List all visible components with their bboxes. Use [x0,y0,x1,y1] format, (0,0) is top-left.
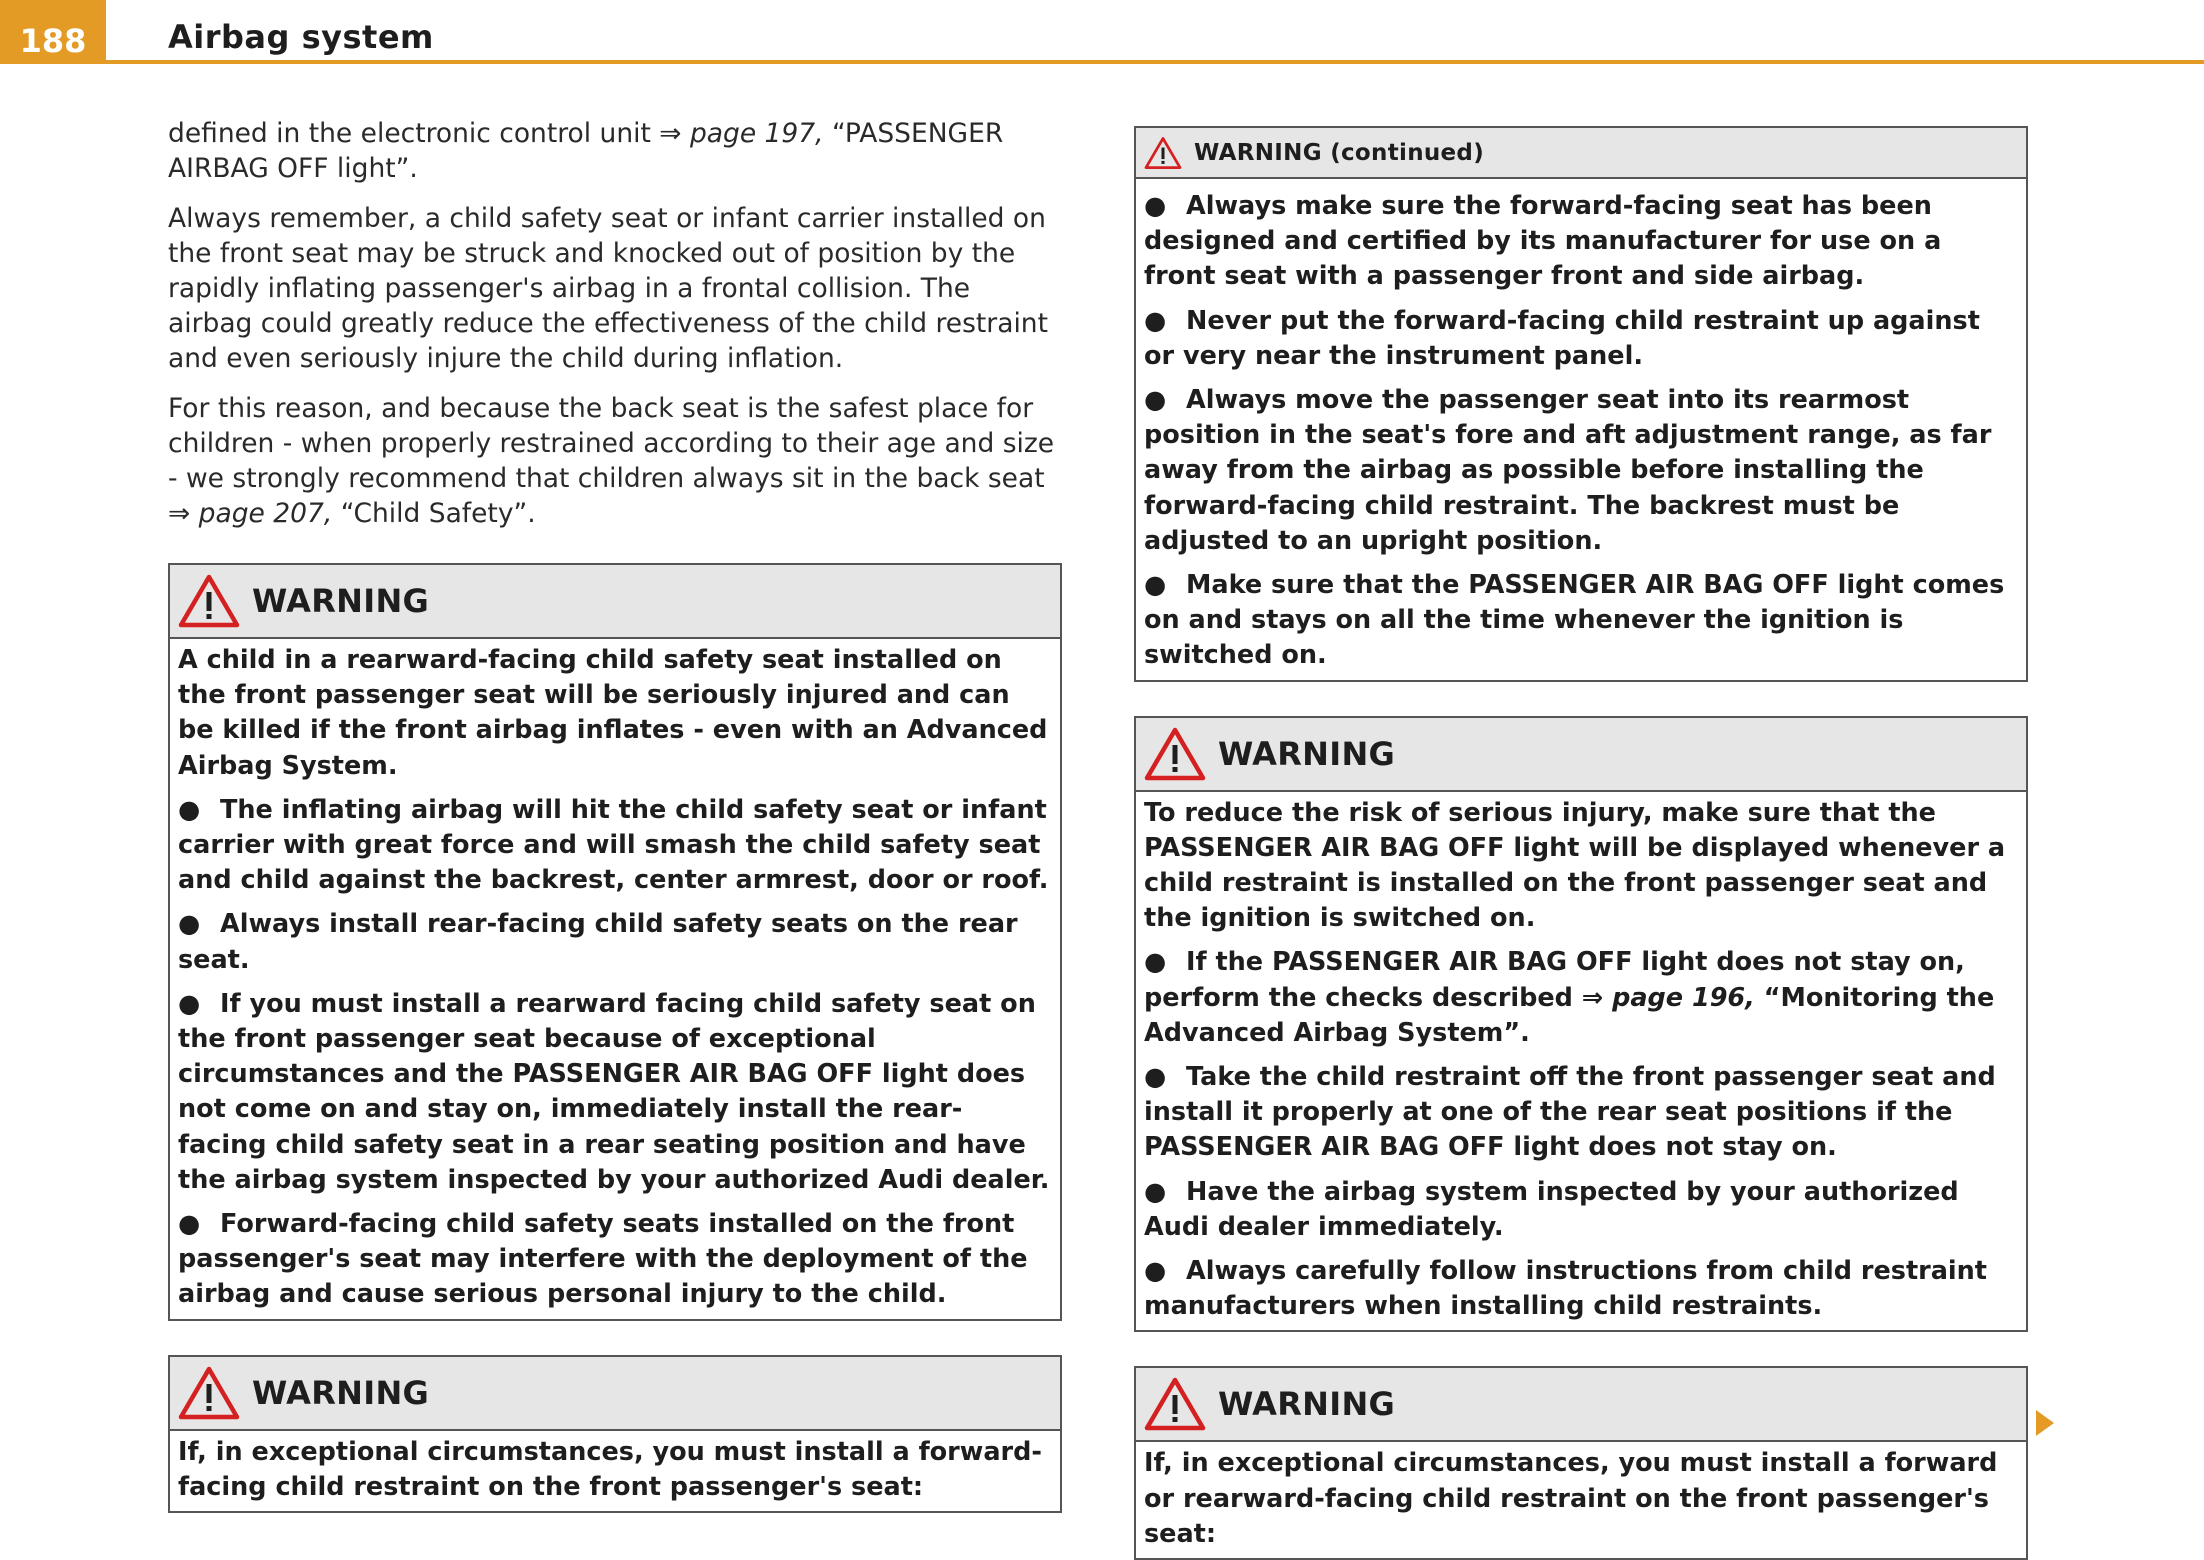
warning-title: WARNING [1218,1385,1396,1424]
warning-box-rear-facing [168,563,1062,1321]
right-column [1134,126,2028,1560]
warning-intro: If, in exceptional circumstances, you must install a forward-facing child restraint on the front passenger's seat: [178,1436,1042,1502]
page-reference-link[interactable]: page 207, [198,498,333,529]
list-item: ● Take the child restraint off the front passenger seat and install it properly at one of the rear seat positions if the PASSENGER AIR BAG OFF light does not stay on. [1144,1062,1996,1163]
bullet-icon: ● [1144,1176,1167,1207]
warning-title: WARNING [252,582,430,620]
warning-intro: To reduce the risk of serious injury, make sure that the PASSENGER AIR BAG OFF light will be displayed whenever a child restraint is installed on the front passenger seat and the ignition is switched on. [1144,797,2006,934]
warning-box-continued [1134,126,2028,682]
page-reference-link[interactable]: page 196, [1612,982,1755,1013]
warning-body [1136,179,2026,680]
list-item: ● Always move the passenger seat into its rearmost position in the seat's fore and aft adjustment range, as far away from the airbag as possible before installing the forward-facing child restraint. The backrest must be adjusted to an upright position. [1144,385,1992,556]
warning-intro: If, in exceptional circumstances, you must install a forward or rearward-facing child restraint on the front passenger's seat: [1144,1448,1998,1549]
warning-title: WARNING [252,1373,430,1412]
warning-header [1136,718,2026,792]
paragraph-3: For this reason, and because the back seat is the safest place for children - when properly restrained according to their age and size - we strongly recommend that children always sit in the back seat ⇒ page 207, “Child Safety”. [168,393,1055,529]
warning-title: WARNING (continued) [1194,139,1485,166]
page-number: 188 [0,0,106,64]
bullet-icon: ● [178,909,201,940]
list-item: ● Always carefully follow instructions from child restraint manufacturers when installing child restraints. [1144,1256,1987,1322]
list-item: ● Forward-facing child safety seats installed on the front passenger's seat may interfere with the deployment of the airbag and cause serious personal injury to the child. [178,1209,1028,1310]
list-item: ● Always install rear-facing child safety seats on the rear seat. [178,909,1018,975]
bullet-icon: ● [178,794,201,825]
bullet-icon: ● [178,988,201,1019]
warning-header [1136,1368,2026,1442]
bullet-icon: ● [1144,1062,1167,1093]
warning-box-forward-facing [168,1355,1062,1513]
warning-body [1136,792,2026,1331]
warning-triangle-icon [178,573,240,629]
warning-header [170,1357,1060,1431]
warning-body [1136,1442,2026,1558]
continue-arrow-icon [2036,1410,2054,1436]
page-reference-link[interactable]: page 197, [689,118,824,149]
bullet-icon: ● [1144,191,1167,221]
list-item: ● If the PASSENGER AIR BAG OFF light does not stay on, perform the checks described ⇒ page 196, “Monitoring the Advanced Airbag System”. [1144,947,1995,1048]
warning-body [170,1431,1060,1511]
warning-triangle-icon [1144,1376,1206,1432]
warning-header [170,565,1060,639]
bullet-icon: ● [178,1209,201,1240]
list-item: ● If you must install a rearward facing child safety seat on the front passenger seat because of exceptional circumstances and the PASSENGER AIR BAG OFF light does not come on and stay on, immediately install the rear-facing child safety seat in a rear seating position and have the airbag system inspected by your authorized Audi dealer. [178,988,1050,1195]
warning-header [1136,128,2026,179]
warning-title: WARNING [1218,734,1396,773]
warning-triangle-icon [1144,726,1206,782]
header-rule [106,60,2204,64]
bullet-icon: ● [1144,947,1167,978]
warning-box-airbag-off-light [1134,716,2028,1333]
paragraph-2: Always remember, a child safety seat or infant carrier installed on the front seat may be struck and knocked out of position by the rapidly inflating passenger's airbag in a frontal collision. The airbag could greatly reduce the effectiveness of the child restraint and even seriously injure the child during inflation. [168,203,1048,374]
list-item: ● Make sure that the PASSENGER AIR BAG OFF light comes on and stays on all the time whenever the ignition is switched on. [1144,570,2005,671]
warning-body [170,639,1060,1319]
warning-box-forward-or-rearward [1134,1366,2028,1560]
list-item: ● The inflating airbag will hit the child safety seat or infant carrier with great force and will smash the child safety seat and child against the backrest, center armrest, door or roof. [178,794,1049,896]
bullet-icon: ● [1144,1256,1167,1287]
list-item: ● Always make sure the forward-facing seat has been designed and certified by its manufacturer for use on a front seat with a passenger front and side airbag. [1144,191,1942,292]
warning-triangle-icon [1144,136,1182,170]
bullet-icon: ● [1144,570,1167,601]
bullet-icon: ● [1144,385,1167,416]
list-item: ● Have the airbag system inspected by your authorized Audi dealer immediately. [1144,1176,1959,1242]
paragraph-1: defined in the electronic control unit ⇒ page 197, “PASSENGER AIRBAG OFF light”. [168,118,1004,184]
left-column [168,116,1062,1513]
warning-triangle-icon [178,1365,240,1421]
bullet-icon: ● [1144,305,1167,336]
section-title: Airbag system [168,18,434,56]
warning-intro: A child in a rearward-facing child safety seat installed on the front passenger seat will be seriously injured and can be killed if the front airbag inflates - even with an Advanced Airbag System. [178,645,1048,781]
list-item: ● Never put the forward-facing child restraint up against or very near the instrument panel. [1144,305,1980,371]
